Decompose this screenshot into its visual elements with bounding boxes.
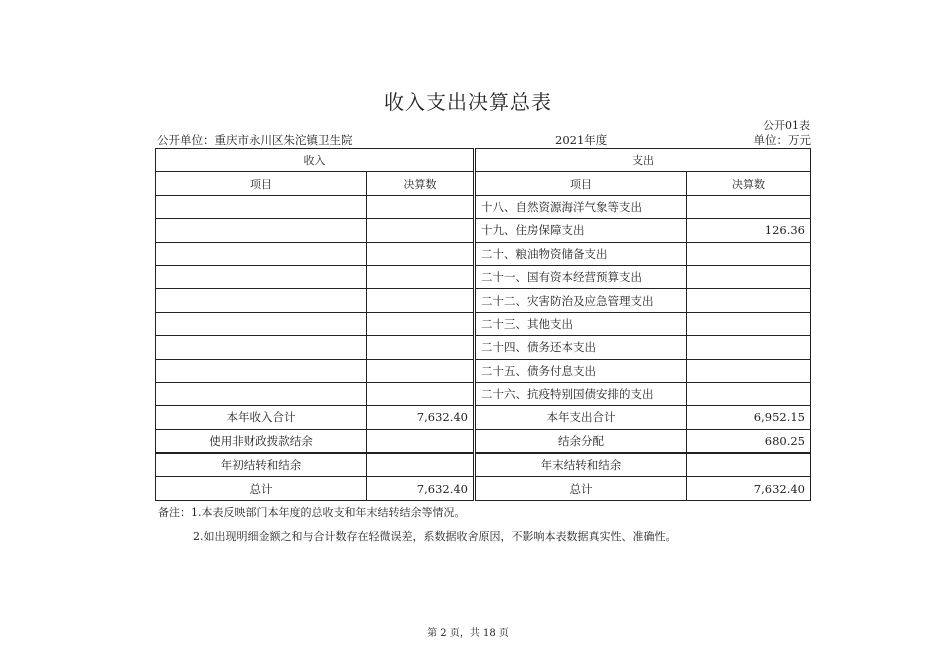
table-row [156, 336, 811, 359]
expense-item: 总计 [475, 477, 687, 500]
income-header: 收入 [156, 149, 475, 172]
expense-amount [687, 195, 811, 218]
table-row [156, 359, 811, 382]
expense-amount: 6,952.15 [687, 406, 811, 429]
summary-row [156, 477, 811, 500]
income-amount [367, 359, 475, 382]
income-item [156, 265, 367, 288]
table-row [156, 289, 811, 312]
col-amount: 决算数 [687, 172, 811, 195]
income-item [156, 195, 367, 218]
income-amount [367, 195, 475, 218]
income-amount: 7,632.40 [367, 406, 475, 429]
expense-item: 二十、粮油物资储备支出 [475, 242, 687, 265]
expense-item: 本年支出合计 [475, 406, 687, 429]
expense-amount: 680.25 [687, 429, 811, 453]
income-item [156, 382, 367, 405]
expense-header: 支出 [475, 149, 811, 172]
expense-amount [687, 289, 811, 312]
col-item: 项目 [475, 172, 687, 195]
expense-item: 二十三、其他支出 [475, 312, 687, 335]
income-amount [367, 453, 475, 477]
expense-item: 十八、自然资源海洋气象等支出 [475, 195, 687, 218]
income-amount [367, 265, 475, 288]
income-amount [367, 219, 475, 242]
expense-amount: 126.36 [687, 219, 811, 242]
expense-item: 二十六、抗疫特别国债安排的支出 [475, 382, 687, 405]
expense-amount [687, 312, 811, 335]
income-item: 年初结转和结余 [156, 453, 367, 477]
summary-row [156, 429, 811, 453]
expense-amount [687, 382, 811, 405]
income-item: 使用非财政拨款结余 [156, 429, 367, 453]
expense-amount [687, 453, 811, 477]
summary-row [156, 453, 811, 477]
income-item [156, 242, 367, 265]
form-number: 公开01表 [763, 119, 810, 132]
col-amount: 决算数 [367, 172, 475, 195]
income-item [156, 219, 367, 242]
expense-amount [687, 359, 811, 382]
expense-item: 二十二、灾害防治及应急管理支出 [475, 289, 687, 312]
table-row [156, 382, 811, 405]
expense-amount: 7,632.40 [687, 477, 811, 500]
expense-item: 二十一、国有资本经营预算支出 [475, 265, 687, 288]
income-amount [367, 382, 475, 405]
table-row [156, 312, 811, 335]
income-amount: 7,632.40 [367, 477, 475, 500]
income-amount [367, 429, 475, 453]
currency-unit: 单位：万元 [753, 133, 811, 147]
table-row [156, 265, 811, 288]
income-item [156, 312, 367, 335]
expense-amount [687, 242, 811, 265]
income-item [156, 336, 367, 359]
income-amount [367, 312, 475, 335]
expense-item: 十九、住房保障支出 [475, 219, 687, 242]
note-2: 2.如出现明细金额之和与合计数存在轻微误差，系数据收舍原因，不影响本表数据真实性、准确性。 [193, 530, 677, 543]
page-title: 收入支出决算总表 [384, 90, 552, 114]
col-item: 项目 [156, 172, 367, 195]
income-item [156, 359, 367, 382]
income-item: 本年收入合计 [156, 406, 367, 429]
expense-amount [687, 265, 811, 288]
page-footer: 第 2 页，共 18 页 [427, 628, 509, 639]
expense-item: 年末结转和结余 [475, 453, 687, 477]
expense-item: 二十五、债务付息支出 [475, 359, 687, 382]
note-1: 备注：1.本表反映部门本年度的总收支和年末结转结余等情况。 [158, 506, 466, 519]
expense-amount [687, 336, 811, 359]
fiscal-year: 2021年度 [555, 133, 608, 147]
expense-item: 二十四、债务还本支出 [475, 336, 687, 359]
table-row [156, 219, 811, 242]
income-amount [367, 289, 475, 312]
table-row [156, 195, 811, 218]
income-item [156, 289, 367, 312]
summary-row [156, 406, 811, 429]
income-amount [367, 336, 475, 359]
income-item: 总计 [156, 477, 367, 500]
org-name: 公开单位：重庆市永川区朱沱镇卫生院 [157, 133, 353, 147]
income-amount [367, 242, 475, 265]
budget-table [155, 148, 811, 501]
expense-item: 结余分配 [475, 429, 687, 453]
table-row [156, 242, 811, 265]
